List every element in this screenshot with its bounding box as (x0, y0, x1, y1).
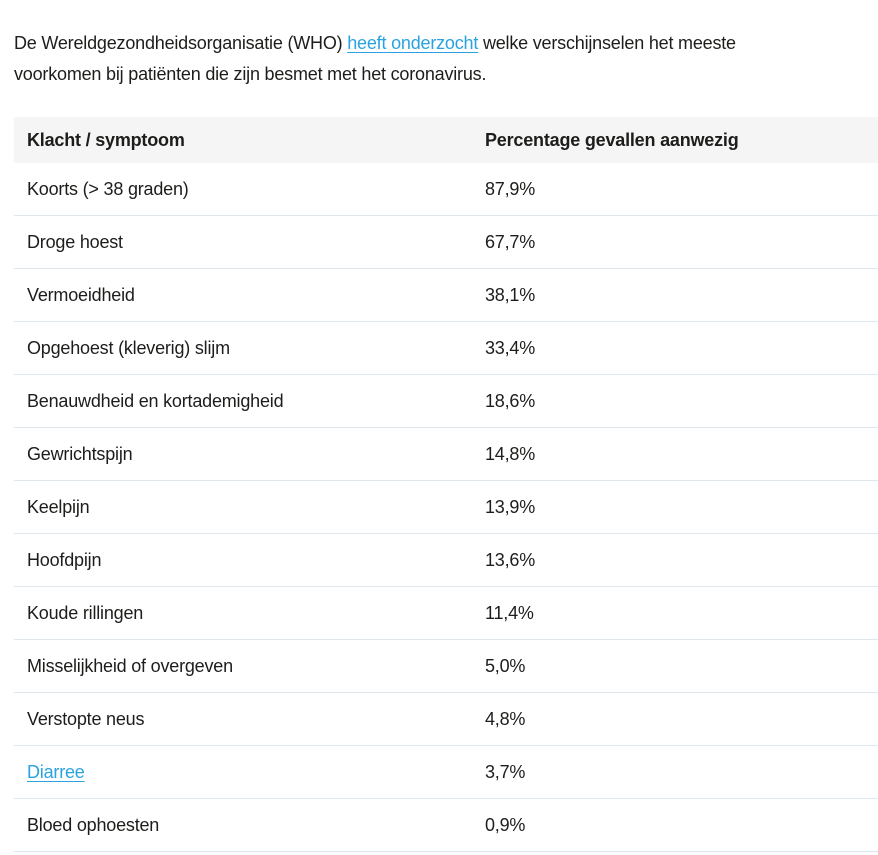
percentage-cell: 33,4% (485, 337, 536, 358)
table-row (14, 640, 878, 693)
intro-text-before-link: De Wereldgezondheidsorganisatie (WHO) (14, 33, 348, 53)
table-row (14, 693, 878, 746)
intro-text-after-link-line2: voorkomen bij patiënten die zijn besmet met het coronavirus. (14, 64, 487, 84)
intro-text-after-link-line1: welke verschijnselen het meeste (478, 33, 736, 53)
percentage-cell: 4,8% (485, 708, 526, 729)
table-row (14, 216, 878, 269)
table-row (14, 587, 878, 640)
symptom-cell: Koude rillingen (27, 602, 144, 623)
symptom-cell: Keelpijn (27, 496, 90, 517)
symptom-cell: Gewrichtspijn (27, 443, 133, 464)
column-header-percentage: Percentage gevallen aanwezig (485, 129, 739, 150)
heeft-onderzocht-link[interactable]: heeft onderzocht (347, 33, 479, 53)
table-row (14, 269, 878, 322)
table-row (14, 534, 878, 587)
symptom-cell: Verstopte neus (27, 708, 145, 729)
symptom-cell: Hoofdpijn (27, 549, 102, 570)
symptom-cell: Droge hoest (27, 231, 123, 252)
percentage-cell: 38,1% (485, 284, 536, 305)
table-row (14, 481, 878, 534)
symptom-cell: Vermoeidheid (27, 284, 135, 305)
symptom-cell: Misselijkheid of overgeven (27, 655, 233, 676)
percentage-cell: 5,0% (485, 655, 526, 676)
symptom-cell: Bloed ophoesten (27, 814, 160, 835)
symptom-cell: Opgehoest (kleverig) slijm (27, 337, 230, 358)
percentage-cell: 13,6% (485, 549, 536, 570)
table-row (14, 163, 878, 216)
percentage-cell: 3,7% (485, 761, 526, 782)
table-row (14, 799, 878, 852)
table-row (14, 322, 878, 375)
symptom-link[interactable]: Diarree (27, 761, 85, 782)
symptom-table-header-row (14, 117, 878, 163)
percentage-cell: 14,8% (485, 443, 536, 464)
percentage-cell: 0,9% (485, 814, 526, 835)
table-row (14, 428, 878, 481)
column-header-symptom: Klacht / symptoom (27, 129, 185, 150)
percentage-cell: 11,4% (485, 602, 534, 623)
percentage-cell: 67,7% (485, 231, 536, 252)
table-row (14, 375, 878, 428)
symptom-table (14, 117, 878, 852)
table-row (14, 746, 878, 799)
percentage-cell: 13,9% (485, 496, 536, 517)
percentage-cell: 87,9% (485, 178, 536, 199)
symptom-table-body (14, 163, 878, 852)
intro-paragraph (0, 18, 878, 90)
symptom-cell (14, 762, 472, 783)
symptom-cell: Benauwdheid en kortademigheid (27, 390, 284, 411)
symptom-cell: Koorts (> 38 graden) (27, 178, 189, 199)
percentage-cell: 18,6% (485, 390, 536, 411)
